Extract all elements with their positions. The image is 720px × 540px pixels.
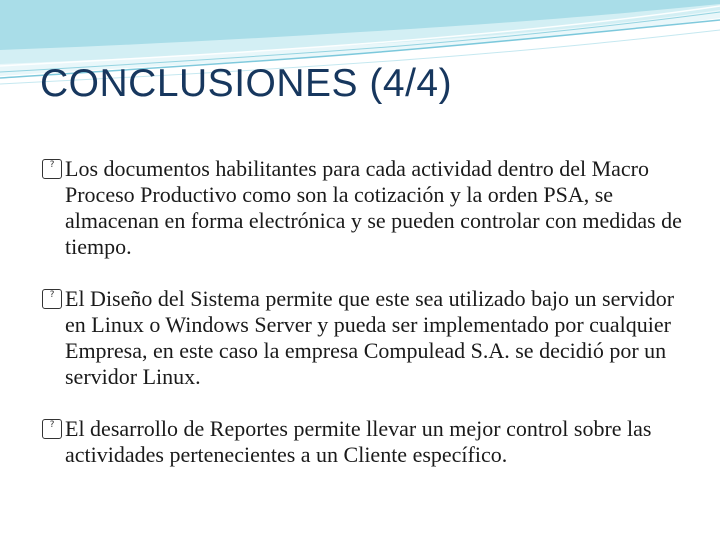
missing-glyph-icon: ?	[42, 419, 62, 439]
missing-glyph-icon: ?	[42, 159, 62, 179]
bullet-item	[42, 416, 692, 468]
bullet-text: El desarrollo de Reportes permite llevar un mejor control sobre las actividades pertenecientes a un Cliente específico.	[65, 416, 652, 467]
bullet-text: Los documentos habilitantes para cada actividad dentro del Macro Proceso Productivo como son la cotización y la orden PSA, se almacenan en forma electrónica y se pueden controlar con medidas de tiempo.	[65, 156, 682, 259]
bullet-item	[42, 286, 692, 390]
bullet-text: El Diseño del Sistema permite que este sea utilizado bajo un servidor en Linux o Windows Server y pueda ser implementado por cualquier Empresa, en este caso la empresa Compulead S.A. se decidió por un servidor Linux.	[65, 286, 675, 389]
bullet-item	[42, 156, 692, 260]
bullet-list	[42, 156, 692, 494]
missing-glyph-icon: ?	[42, 289, 62, 309]
slide-title: CONCLUSIONES (4/4)	[40, 62, 453, 105]
